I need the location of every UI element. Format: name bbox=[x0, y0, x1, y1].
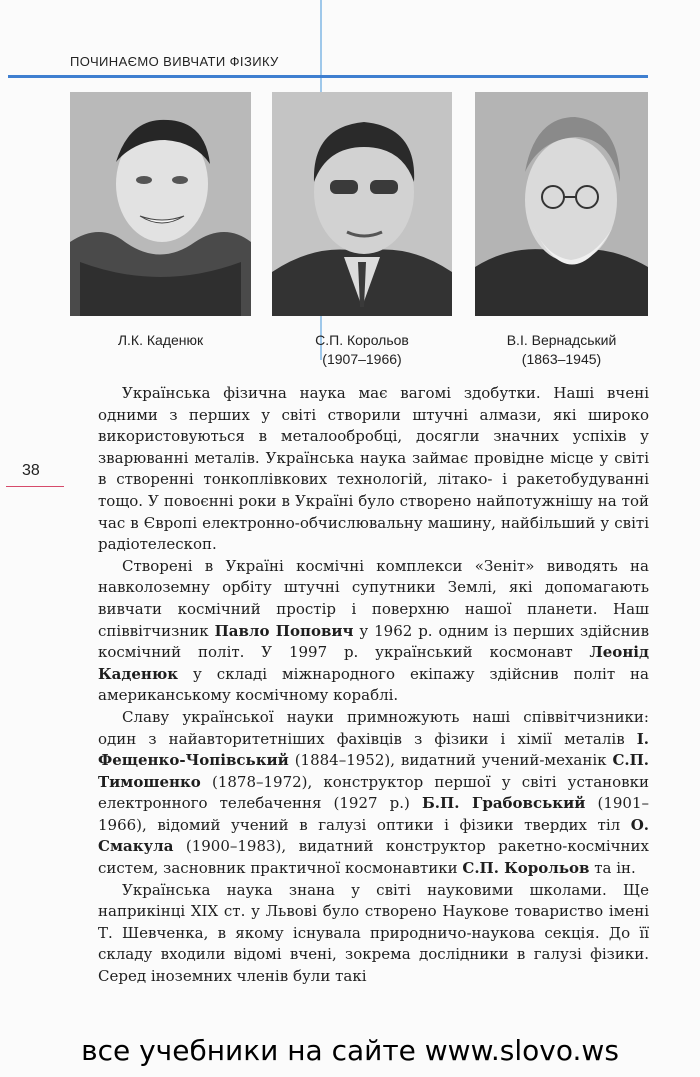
caption-years: (1863–1945) bbox=[521, 351, 602, 367]
text-run: Славу української науки примножують наші співвітчизники: один з найавторитетніших фахівців з фізики і хімії металів bbox=[98, 707, 649, 748]
site-watermark-banner: все учебники на сайте www.slovo.ws bbox=[81, 1034, 619, 1067]
caption-name: Л.К. Каденюк bbox=[117, 332, 204, 348]
running-header: ПОЧИНАЄМО ВИВЧАТИ ФІЗИКУ bbox=[70, 54, 279, 69]
text-run: у 1962 р. одним із перших здійснив космічний політ. У 1997 р. український космонавт bbox=[98, 621, 650, 662]
header-rule bbox=[8, 75, 648, 78]
caption-name: С.П. Корольов bbox=[315, 332, 409, 348]
text-run: (1901–1966), відомий учений в галузі оптики і фізики твердих тіл bbox=[98, 794, 650, 834]
text-run: (1878–1972), конструктор першої у світі установки електронного телебачення (1927 р.) bbox=[98, 772, 649, 813]
portrait-kadeniuk-image bbox=[70, 92, 251, 316]
portrait-photo-korolov bbox=[272, 92, 452, 316]
caption-kadeniuk bbox=[70, 331, 251, 350]
caption-korolov bbox=[272, 331, 452, 369]
bold-name: С.П. Корольов bbox=[462, 859, 590, 878]
paragraph bbox=[98, 383, 649, 556]
text-run: та ін. bbox=[589, 859, 636, 878]
portrait-vernadskyi-image bbox=[475, 92, 648, 316]
text-run: Українська фізична наука має вагомі здобутки. Наші вчені одними з перших у світі створили штучні алмази, які широко використовуються в металообробці, досягли значних успіхів у зварюванні металів. Українська наука займає провідне місце у світі в створенні тонкоплівкових технологій, літако- і ракетобудуванні тощо. У повоєнні роки в Україні було створено найпотужнішу на той час в Європі електронно-обчислювальну машину, найбільший у світі радіотелескоп. bbox=[98, 384, 649, 554]
bold-name: С.П. Тимошенко bbox=[98, 751, 649, 791]
paragraph bbox=[98, 707, 649, 880]
text-run: (1884–1952), видатний учений-механік bbox=[288, 751, 613, 770]
portrait-korolov-image bbox=[272, 92, 452, 316]
portrait-photo-kadeniuk bbox=[70, 92, 251, 316]
text-run: (1900–1983), видатний конструктор ракетно-космічних систем, засновник практичної космонавтики bbox=[98, 837, 649, 878]
page-number: 38 bbox=[22, 462, 40, 479]
caption-name: В.І. Вернадський bbox=[506, 332, 617, 348]
bold-name: О. Смакула bbox=[98, 815, 649, 856]
body-text bbox=[98, 383, 649, 988]
bold-name: Леонід Каденюк bbox=[98, 643, 649, 683]
bold-name: Б.П. Грабовський bbox=[421, 794, 586, 813]
caption-vernadskyi bbox=[475, 331, 648, 369]
text-run: Українська наука знана у світі науковими школами. Ще наприкінці XIX ст. у Львові було створено Наукове товариство імені Т. Шевченка, в якому існувала природничо-наукова секція. До її складу входили відомі вчені, зокрема дослідники в галузі фізики. Серед іноземних членів були такі bbox=[98, 880, 649, 986]
bold-name: Павло Попович bbox=[214, 621, 354, 640]
bold-name: І. Фещенко-Чопівський bbox=[98, 729, 649, 770]
portrait-photo-vernadskyi bbox=[475, 92, 648, 316]
paragraph bbox=[98, 556, 649, 707]
caption-years: (1907–1966) bbox=[322, 351, 402, 367]
paragraph bbox=[98, 880, 649, 988]
text-run: Створені в Україні космічні комплекси «Зеніт» виводять на навколоземну орбіту штучні супутники Землі, які допомагають вивчати космічний простір і поверхню нашої планети. Наш співвітчизник bbox=[98, 556, 649, 640]
text-run: у складі міжнародного екіпажу здійснив політ на американському космічному кораблі. bbox=[98, 664, 649, 705]
page-number-rule bbox=[6, 486, 64, 487]
